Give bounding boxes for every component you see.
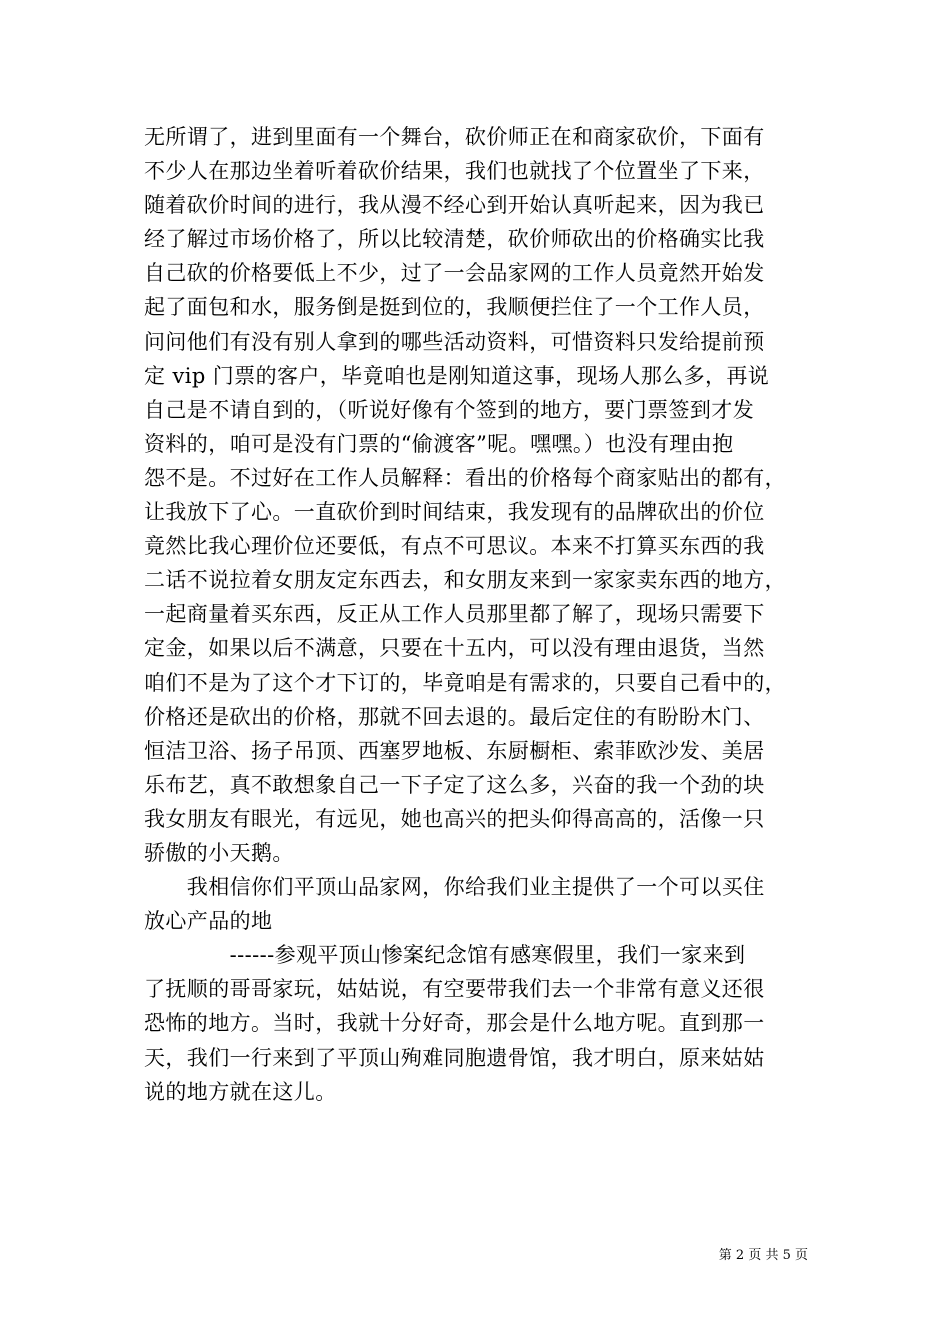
text-line: 骄傲的小天鹅。 xyxy=(144,840,294,865)
text-line: 经了解过市场价格了，所以比较清楚，砍价师砍出的价格确实比我 xyxy=(144,227,765,252)
text-line: 资料的，咱可是没有门票的“偷渡客”呢。嘿嘿。）也没有理由抱 xyxy=(144,431,734,456)
text-line: 天，我们一行来到了平顶山殉难同胞遗骨馆，我才明白，原来姑姑 xyxy=(144,1045,765,1070)
text-line: 了抚顺的哥哥家玩，姑姑说，有空要带我们去一个非常有意义还很 xyxy=(144,977,765,1002)
text-line: 我相信你们平顶山品家网，你给我们业主提供了一个可以买住 xyxy=(144,875,765,900)
text-line: 咱们不是为了这个才下订的，毕竟咱是有需求的，只要自己看中的， xyxy=(144,670,786,695)
text-line: 自己砍的价格要低上不少，过了一会品家网的工作人员竟然开始发 xyxy=(144,261,765,286)
body-text xyxy=(144,120,824,1109)
page-number-footer: 第 2 页 共 5 页 xyxy=(718,1248,808,1263)
text-line: 价格还是砍出的价格，那就不回去退的。最后定住的有盼盼木门、 xyxy=(144,704,765,729)
text-line: 随着砍价时间的进行，我从漫不经心到开始认真听起来，因为我已 xyxy=(144,193,765,218)
text-line: 自己是不请自到的，（听说好像有个签到的地方，要门票签到才发 xyxy=(144,397,755,422)
text-line: 定金，如果以后不满意，只要在十五内，可以没有理由退货，当然 xyxy=(144,636,765,661)
text-line: 二话不说拉着女朋友定东西去，和女朋友来到一家家卖东西的地方， xyxy=(144,568,786,593)
text-line: 问问他们有没有别人拿到的哪些活动资料，可惜资料只发给提前预 xyxy=(144,329,765,354)
text-line: 一起商量着买东西，反正从工作人员那里都了解了，现场只需要下 xyxy=(144,602,765,627)
text-line: 怨不是。不过好在工作人员解释：看出的价格每个商家贴出的都有， xyxy=(144,465,786,490)
text-line: 我女朋友有眼光，有远见，她也高兴的把头仰得高高的，活像一只 xyxy=(144,806,765,831)
text-line: 放心产品的地 xyxy=(144,909,273,934)
text-line: 恐怖的地方。当时，我就十分好奇，那会是什么地方呢。直到那一 xyxy=(144,1011,765,1036)
text-line: 定 vip 门票的客户，毕竟咱也是刚知道这事，现场人那么多，再说 xyxy=(144,363,770,388)
text-line: 乐布艺，真不敢想象自己一下子定了这么多，兴奋的我一个劲的块 xyxy=(144,772,765,797)
text-line: 无所谓了，进到里面有一个舞台，砍价师正在和商家砍价，下面有 xyxy=(144,125,765,149)
text-line: 不少人在那边坐着听着砍价结果，我们也就找了个位置坐了下来， xyxy=(144,159,765,184)
text-line: 起了面包和水，服务倒是挺到位的，我顺便拦住了一个工作人员， xyxy=(144,295,765,320)
text-line: ------参观平顶山惨案纪念馆有感寒假里，我们一家来到 xyxy=(144,943,746,968)
text-line: 说的地方就在这儿。 xyxy=(144,1079,337,1104)
text-line: 恒洁卫浴、扬子吊顶、西塞罗地板、东厨橱柜、索菲欧沙发、美居 xyxy=(144,738,765,763)
text-line: 竟然比我心理价位还要低，有点不可思议。本来不打算买东西的我 xyxy=(144,534,765,559)
text-line: 让我放下了心。一直砍价到时间结束，我发现有的品牌砍出的价位 xyxy=(144,500,765,525)
